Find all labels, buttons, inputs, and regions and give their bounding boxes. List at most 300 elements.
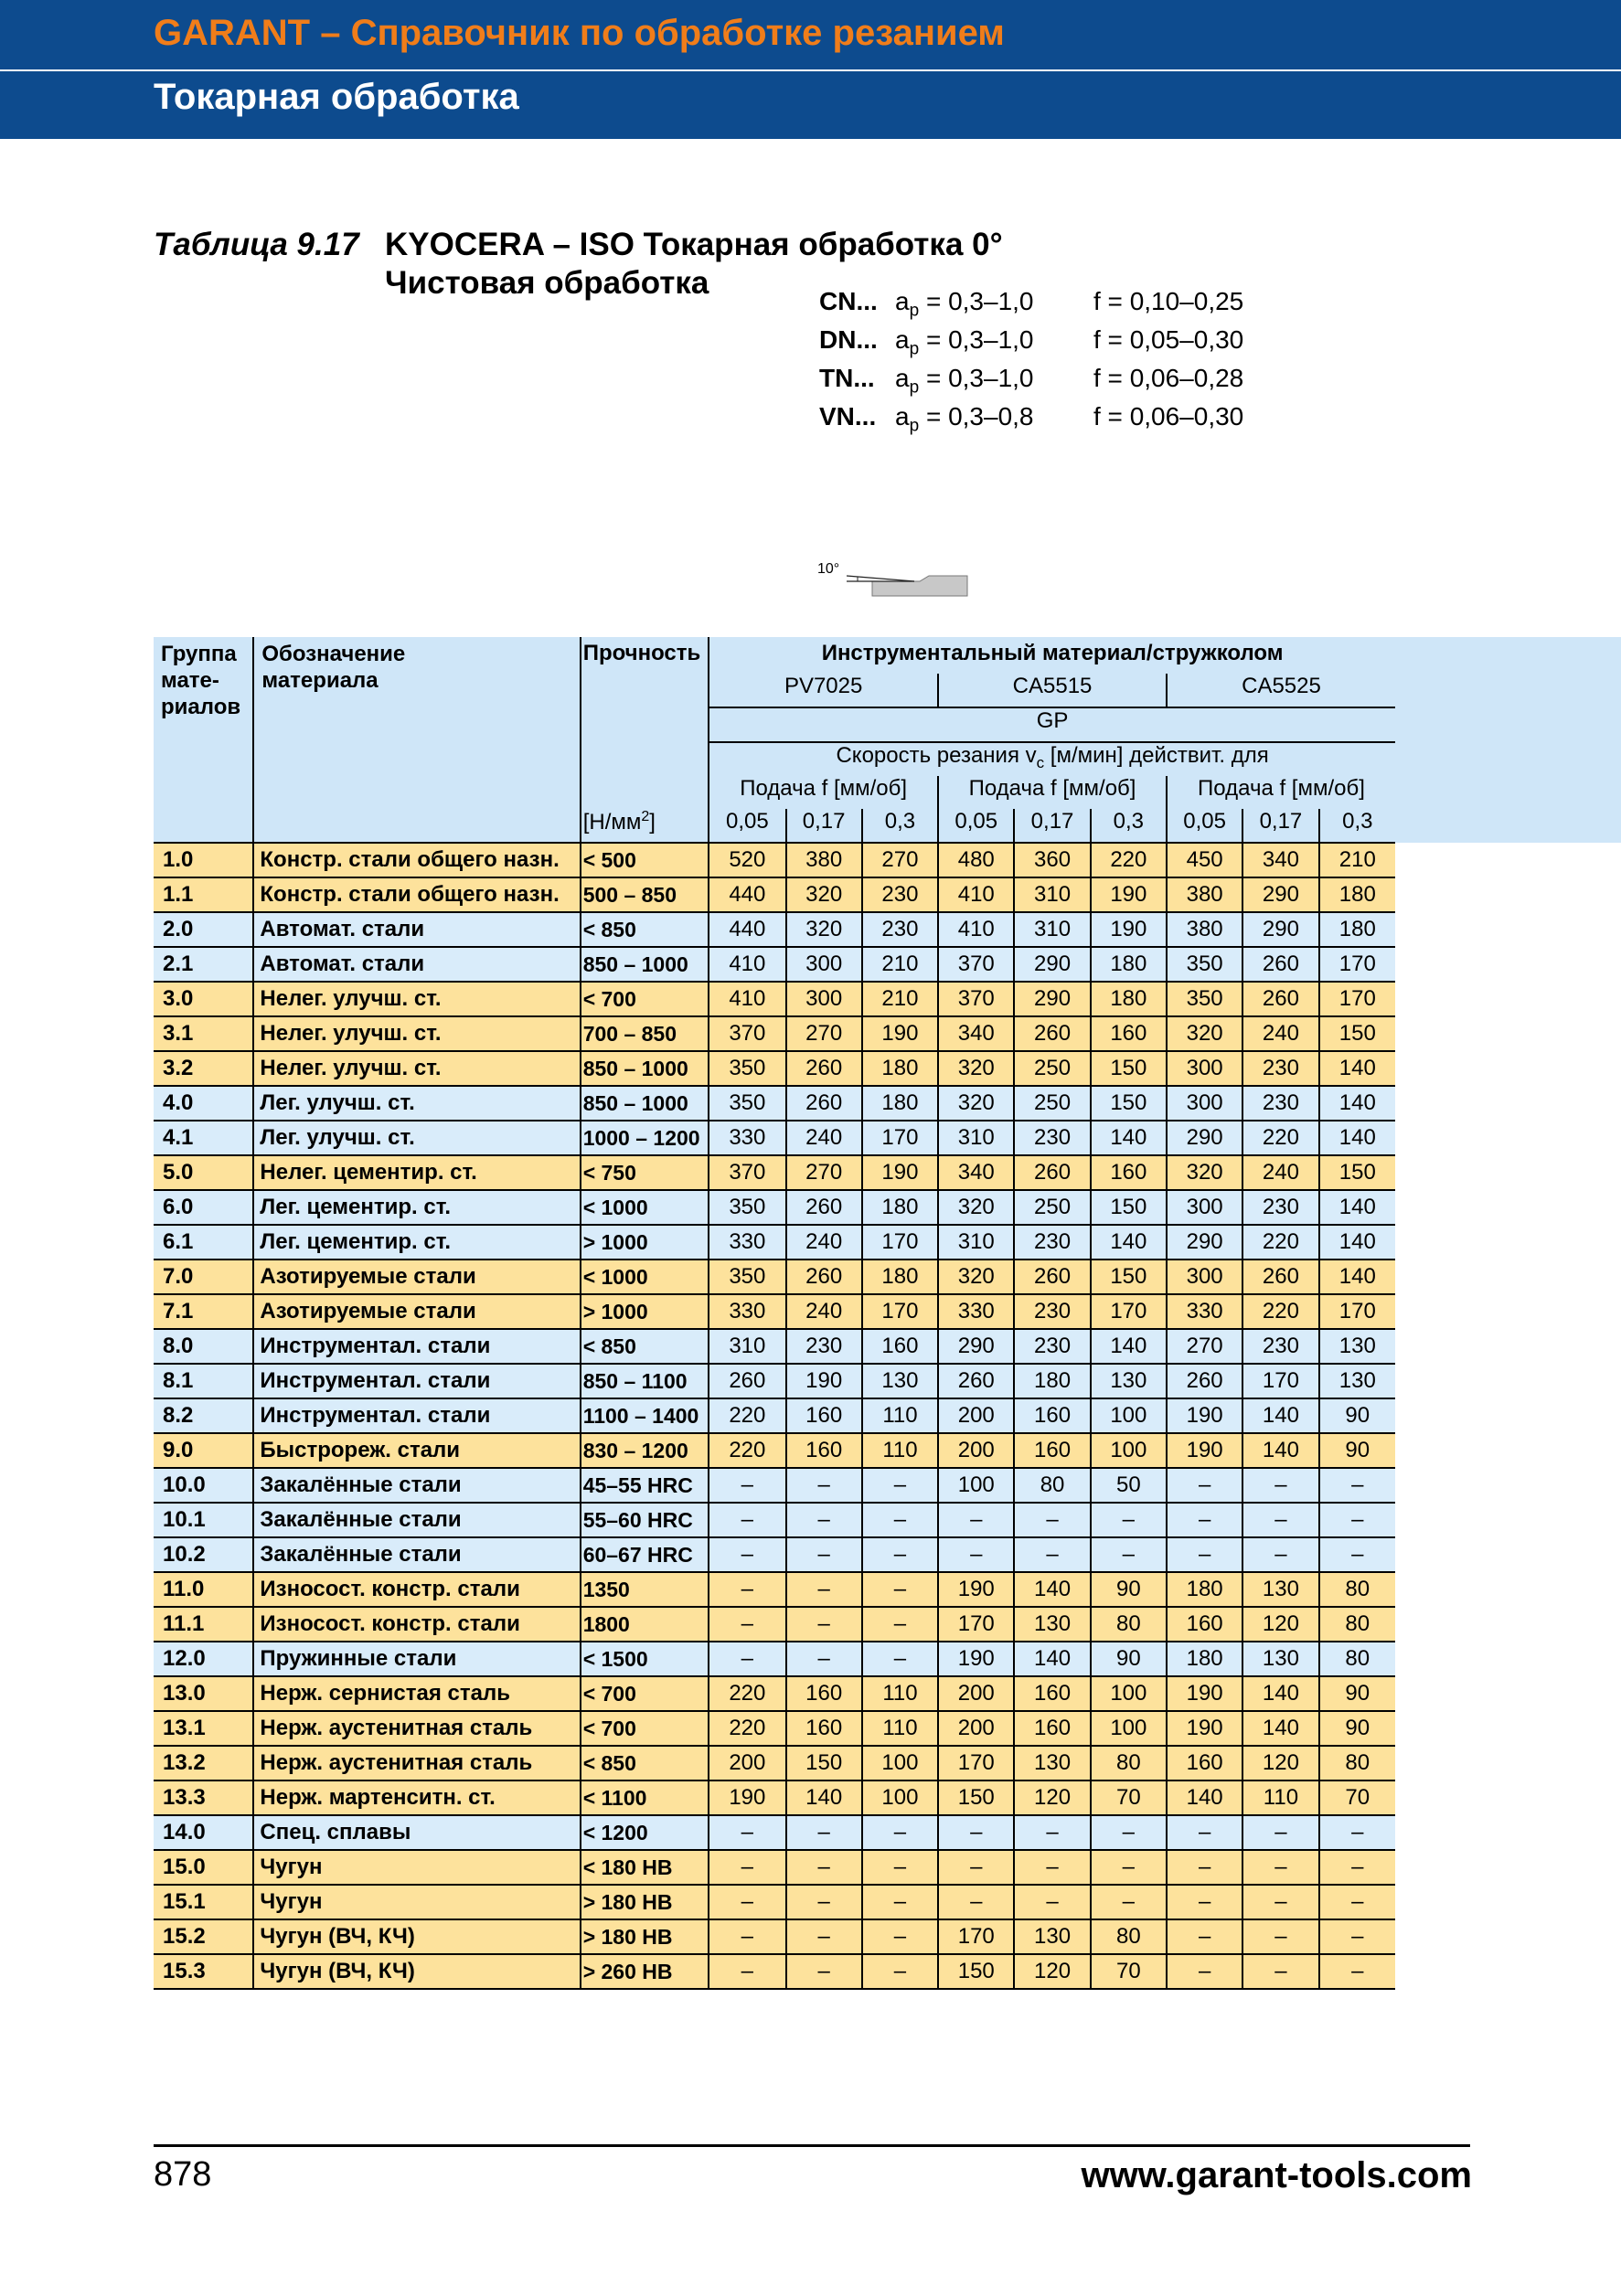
cutting-speed-value: 150 [786,1746,862,1780]
table-row [154,1572,1621,1607]
strength-unit-end: ] [649,810,656,834]
material-group: 10.0 [154,1468,253,1503]
cutting-speed-value: – [709,1919,785,1954]
cutting-speed-value: 220 [1242,1294,1318,1329]
table-row [154,1051,1621,1086]
cutting-speed-value: – [786,1919,862,1954]
table-row [154,1364,1621,1398]
cutting-speed-value: 230 [1242,1051,1318,1086]
cutting-speed-value: – [1091,1503,1167,1537]
row-filler [1395,1329,1621,1364]
param-ap-value: = 0,3–0,8 [925,402,1034,430]
cutting-speed-value: – [1014,1850,1090,1885]
cutting-speed-value: 100 [938,1468,1014,1503]
cutting-speed-value: – [1242,1919,1318,1954]
material-strength: < 500 [581,843,709,877]
material-group: 3.2 [154,1051,253,1086]
cutting-speed-value: – [1319,1885,1395,1919]
insert-angle-label: 10° [817,561,840,577]
cutting-speed-value: 370 [709,1016,785,1051]
cutting-speed-value: 370 [938,982,1014,1016]
cutting-speed-value: – [1242,1537,1318,1572]
cutting-speed-value: 160 [786,1676,862,1711]
param-ap-value: = 0,3–1,0 [925,325,1034,354]
cutting-speed-value: 220 [709,1676,785,1711]
cutting-speed-value: – [709,1954,785,1989]
col-group-line: Группа [161,642,237,666]
feed-value: 0,3 [1091,809,1167,843]
material-group: 6.1 [154,1225,253,1260]
page-number: 878 [154,2155,212,2194]
cutting-speed-value: 380 [1167,877,1242,912]
material-group: 13.3 [154,1780,253,1815]
cutting-speed-value: 90 [1319,1676,1395,1711]
row-filler [1395,1016,1621,1051]
cutting-speed-value: 450 [1167,843,1242,877]
param-code: DN... [819,325,878,354]
cutting-speed-value: – [938,1885,1014,1919]
cutting-speed-value: 330 [709,1121,785,1155]
table-row [154,1885,1621,1919]
cutting-speed-value: – [709,1468,785,1503]
cutting-speed-value: 150 [1091,1051,1167,1086]
material-group: 12.0 [154,1642,253,1676]
material-group: 10.1 [154,1503,253,1537]
cutting-speed-value: 260 [1242,947,1318,982]
row-filler [1395,1919,1621,1954]
table-row [154,1503,1621,1537]
material-name: Инструментал. стали [253,1329,580,1364]
cutting-speed-value: 260 [709,1364,785,1398]
table-title [154,227,1003,263]
row-filler [1395,1607,1621,1642]
cutting-speed-value: 210 [1319,843,1395,877]
material-group: 2.0 [154,912,253,947]
row-filler [1395,1468,1621,1503]
cutting-speed-value: – [786,1954,862,1989]
insert-angle-diagram [805,548,969,603]
material-group: 3.1 [154,1016,253,1051]
cutting-speed-value: 190 [1091,912,1167,947]
cutting-speed-value: 230 [1242,1190,1318,1225]
table-row [154,1607,1621,1642]
material-name: Автомат. стали [253,912,580,947]
col-material-line: Обозначение [261,642,406,666]
cutting-speed-value: 340 [938,1155,1014,1190]
material-strength: < 850 [581,912,709,947]
cutting-speed-value: 270 [786,1016,862,1051]
row-filler [1395,1433,1621,1468]
row-filler [1395,1746,1621,1780]
material-name: Износост. констр. стали [253,1607,580,1642]
material-strength: 1800 [581,1607,709,1642]
cutting-speed-value: – [1167,1954,1242,1989]
material-group: 8.1 [154,1364,253,1398]
cutting-speed-value: 300 [1167,1190,1242,1225]
ap-sub: p [909,377,920,398]
ap-sub: p [909,301,920,321]
cutting-speed-value: – [709,1885,785,1919]
material-name: Спец. сплавы [253,1815,580,1850]
table-row [154,1433,1621,1468]
header-divider [0,69,1621,71]
cutting-speed-value: 140 [1319,1225,1395,1260]
cutting-speed-value: 70 [1319,1780,1395,1815]
cutting-speed-value: 180 [1014,1364,1090,1398]
cutting-speed-value: 170 [1242,1364,1318,1398]
cutting-speed-value: 100 [862,1746,938,1780]
cutting-speed-value: 80 [1319,1642,1395,1676]
cutting-speed-value: 210 [862,947,938,982]
param-feed: f = 0,06–0,30 [1093,402,1244,430]
material-name: Констр. стали общего назн. [253,877,580,912]
cutting-speed-value: – [1014,1885,1090,1919]
cutting-speed-value: – [862,1642,938,1676]
table-row [154,1190,1621,1225]
table-row [154,1329,1621,1364]
row-filler [1395,912,1621,947]
row-filler [1395,1537,1621,1572]
speed-header [709,742,1395,776]
material-name: Лег. улучш. ст. [253,1121,580,1155]
cutting-speed-value: 290 [1014,982,1090,1016]
cutting-speed-value: 90 [1091,1572,1167,1607]
material-strength: < 1000 [581,1190,709,1225]
cutting-speed-value: 310 [709,1329,785,1364]
cutting-speed-value: – [1242,1468,1318,1503]
row-filler [1395,1676,1621,1711]
cutting-speed-value: 70 [1091,1780,1167,1815]
cutting-speed-value: 330 [938,1294,1014,1329]
material-strength: 1100 – 1400 [581,1398,709,1433]
strength-unit-sup: 2 [641,809,650,824]
material-group: 5.0 [154,1155,253,1190]
table-row [154,1711,1621,1746]
feed-value: 0,17 [1014,809,1090,843]
row-filler [1395,1885,1621,1919]
material-group: 4.0 [154,1086,253,1121]
material-strength: < 180 HB [581,1850,709,1885]
cutting-speed-value: – [862,1815,938,1850]
cutting-speed-value: 130 [1091,1364,1167,1398]
cutting-speed-value: 210 [862,982,938,1016]
cutting-speed-value: 330 [709,1225,785,1260]
cutting-speed-value: 120 [1014,1954,1090,1989]
material-strength: > 180 HB [581,1919,709,1954]
cutting-speed-value: 320 [1167,1155,1242,1190]
cutting-speed-value: 310 [938,1121,1014,1155]
cutting-speed-value: 140 [1091,1121,1167,1155]
material-name: Чугун (ВЧ, КЧ) [253,1954,580,1989]
cutting-speed-value: 80 [1091,1919,1167,1954]
material-strength: < 1100 [581,1780,709,1815]
cutting-speed-value: 410 [709,982,785,1016]
table-row [154,1537,1621,1572]
ap-symbol: a [895,364,910,392]
cutting-speed-value: 150 [1091,1086,1167,1121]
cutting-speed-value: 140 [1242,1433,1318,1468]
cutting-speed-value: 320 [938,1260,1014,1294]
cutting-speed-value: 150 [938,1780,1014,1815]
cutting-speed-value: – [1167,1503,1242,1537]
param-ap-value: = 0,3–1,0 [925,364,1034,392]
material-strength: < 700 [581,1711,709,1746]
grade-ca5515: CA5515 [938,674,1167,707]
cutting-speed-value: 250 [1014,1051,1090,1086]
cutting-speed-value: 320 [786,877,862,912]
cutting-speed-value: 240 [786,1294,862,1329]
cutting-speed-value: 90 [1319,1711,1395,1746]
row-filler [1395,1815,1621,1850]
cutting-speed-value: 370 [938,947,1014,982]
material-group: 7.1 [154,1294,253,1329]
cutting-speed-value: – [1167,1885,1242,1919]
cutting-speed-value: 160 [1014,1398,1090,1433]
cutting-speed-value: 200 [938,1676,1014,1711]
table-row [154,1954,1621,1989]
cutting-speed-value: 360 [1014,843,1090,877]
material-strength: 700 – 850 [581,1016,709,1051]
cutting-speed-value: 300 [1167,1086,1242,1121]
material-name: Чугун (ВЧ, КЧ) [253,1919,580,1954]
cutting-speed-value: – [786,1885,862,1919]
cutting-speed-value: – [862,1503,938,1537]
row-filler [1395,1190,1621,1225]
col-group-line: риалов [161,695,241,719]
cutting-speed-value: 140 [786,1780,862,1815]
cutting-speed-value: 260 [1014,1260,1090,1294]
cutting-speed-value: 110 [862,1398,938,1433]
material-group: 15.2 [154,1919,253,1954]
material-group: 8.0 [154,1329,253,1364]
material-name: Азотируемые стали [253,1260,580,1294]
cutting-speed-value: 100 [862,1780,938,1815]
cutting-speed-value: – [938,1503,1014,1537]
cutting-speed-value: 80 [1014,1468,1090,1503]
cutting-speed-value: 320 [938,1086,1014,1121]
row-filler [1395,947,1621,982]
table-row [154,1016,1621,1051]
material-strength: 850 – 1100 [581,1364,709,1398]
cutting-speed-value: 120 [1014,1780,1090,1815]
cutting-speed-value: 180 [862,1051,938,1086]
material-strength: 500 – 850 [581,877,709,912]
material-group: 14.0 [154,1815,253,1850]
table-number: Таблица 9.17 [154,227,359,262]
cutting-speed-value: 290 [1242,877,1318,912]
material-group: 3.0 [154,982,253,1016]
col-group-line: мате- [161,668,219,693]
cutting-speed-value: 320 [1167,1016,1242,1051]
cutting-speed-value: 240 [786,1121,862,1155]
cutting-speed-value: 380 [786,843,862,877]
cutting-speed-value: 180 [1167,1642,1242,1676]
table-head [154,637,1621,843]
cutting-speed-value: 160 [1014,1676,1090,1711]
cutting-speed-value: 190 [862,1155,938,1190]
cutting-speed-value: 160 [786,1433,862,1468]
cutting-speed-value: 300 [1167,1260,1242,1294]
cutting-speed-value: 180 [862,1260,938,1294]
col-material-header [253,637,580,843]
cutting-speed-value: 160 [786,1398,862,1433]
cutting-speed-value: 140 [1167,1780,1242,1815]
material-name: Пружинные стали [253,1642,580,1676]
table-row [154,982,1621,1016]
cutting-speed-value: – [786,1850,862,1885]
cutting-speed-value: 370 [709,1155,785,1190]
cutting-speed-value: 220 [1242,1225,1318,1260]
row-filler [1395,1155,1621,1190]
row-filler [1395,1572,1621,1607]
col-group-header [154,637,253,843]
cutting-speed-value: – [786,1503,862,1537]
table-row [154,1780,1621,1815]
cutting-speed-value: 130 [1014,1919,1090,1954]
material-strength: < 1200 [581,1815,709,1850]
cutting-speed-value: 240 [1242,1016,1318,1051]
table-row [154,843,1621,877]
feed-value: 0,05 [709,809,785,843]
cutting-speed-value: – [1242,1815,1318,1850]
cutting-speed-value: 140 [1319,1051,1395,1086]
feed-value: 0,17 [1242,809,1318,843]
cutting-speed-value: 230 [862,912,938,947]
cutting-speed-value: 170 [862,1225,938,1260]
cutting-speed-value: 290 [1242,912,1318,947]
material-name: Нерж. аустенитная сталь [253,1746,580,1780]
material-group: 11.0 [154,1572,253,1607]
material-name: Чугун [253,1885,580,1919]
cutting-speed-value: 80 [1091,1607,1167,1642]
cutting-speed-value: – [938,1537,1014,1572]
material-group: 6.0 [154,1190,253,1225]
cutting-speed-value: – [709,1607,785,1642]
cutting-speed-value: 220 [1242,1121,1318,1155]
cutting-speed-value: 320 [938,1190,1014,1225]
cutting-speed-value: – [1242,1850,1318,1885]
feed-header: Подача f [мм/об] [709,776,938,809]
row-filler [1395,1364,1621,1398]
cutting-speed-value: 140 [1014,1572,1090,1607]
table-row [154,1850,1621,1885]
cutting-speed-value: 260 [1014,1016,1090,1051]
cutting-speed-value: – [1167,1815,1242,1850]
cutting-speed-value: 200 [709,1746,785,1780]
cutting-speed-value: 80 [1319,1607,1395,1642]
cutting-speed-value: 350 [709,1051,785,1086]
cutting-speed-value: 130 [1242,1572,1318,1607]
cutting-speed-value: 170 [1091,1294,1167,1329]
strength-unit [581,809,709,843]
cutting-speed-value: 190 [1167,1433,1242,1468]
cutting-speed-value: 180 [1319,912,1395,947]
cutting-speed-value: 130 [1014,1746,1090,1780]
cutting-speed-value: 170 [1319,947,1395,982]
material-strength: 850 – 1000 [581,1086,709,1121]
cutting-speed-value: – [786,1537,862,1572]
param-ap [895,364,1034,399]
material-name: Нелег. улучш. ст. [253,1016,580,1051]
cutting-speed-value: 350 [1167,982,1242,1016]
footer-website: www.garant-tools.com [1081,2155,1472,2195]
cutting-speed-value: 170 [938,1919,1014,1954]
cutting-speed-value: 440 [709,877,785,912]
material-name: Автомат. стали [253,947,580,982]
cutting-data-table [154,637,1621,1990]
table-row [154,877,1621,912]
row-filler [1395,843,1621,877]
cutting-speed-value: – [786,1642,862,1676]
cutting-speed-value: 140 [1319,1260,1395,1294]
cutting-speed-value: 520 [709,843,785,877]
material-strength: > 260 HB [581,1954,709,1989]
cutting-speed-value: – [709,1815,785,1850]
cutting-speed-value: 100 [1091,1676,1167,1711]
row-filler [1395,1780,1621,1815]
cutting-speed-value: 190 [1167,1398,1242,1433]
row-filler [1395,877,1621,912]
material-group: 15.3 [154,1954,253,1989]
material-name: Инструментал. стали [253,1398,580,1433]
cutting-speed-value: 350 [709,1086,785,1121]
param-ap [895,287,1034,322]
material-group: 15.0 [154,1850,253,1885]
material-group: 11.1 [154,1607,253,1642]
cutting-speed-value: 110 [1242,1780,1318,1815]
cutting-speed-value: 160 [1014,1433,1090,1468]
material-group: 8.2 [154,1398,253,1433]
cutting-speed-value: – [1319,1815,1395,1850]
cutting-speed-value: – [709,1503,785,1537]
cutting-speed-value: 330 [709,1294,785,1329]
cutting-speed-value: 260 [1014,1155,1090,1190]
material-strength: < 750 [581,1155,709,1190]
cutting-speed-value: – [786,1607,862,1642]
speed-label-end: [м/мин] действит. для [1044,743,1269,768]
row-filler [1395,1121,1621,1155]
table-title-line2: Чистовая обработка [385,265,709,301]
table-row [154,912,1621,947]
material-name: Лег. цементир. ст. [253,1225,580,1260]
material-group: 2.1 [154,947,253,982]
tool-material-header: Инструментальный материал/стружколом [709,637,1395,674]
cutting-speed-value: 260 [786,1190,862,1225]
cutting-speed-value: 240 [786,1225,862,1260]
ap-symbol: a [895,402,910,430]
cutting-speed-value: 230 [1014,1329,1090,1364]
cutting-speed-value: 80 [1319,1746,1395,1780]
cutting-speed-value: 260 [1242,1260,1318,1294]
speed-label: Скорость резания v [836,743,1037,768]
param-feed: f = 0,05–0,30 [1093,325,1244,354]
material-group: 1.0 [154,843,253,877]
cutting-speed-value: 260 [786,1260,862,1294]
material-name: Закалённые стали [253,1468,580,1503]
cutting-speed-value: 130 [1319,1329,1395,1364]
material-name: Быстрореж. стали [253,1433,580,1468]
cutting-speed-value: – [1014,1815,1090,1850]
cutting-speed-value: 140 [1091,1329,1167,1364]
cutting-speed-value: 190 [786,1364,862,1398]
row-filler [1395,1225,1621,1260]
param-code: VN... [819,402,877,430]
table-row [154,1294,1621,1329]
material-strength: 55–60 HRC [581,1503,709,1537]
speed-sub: c [1036,753,1045,771]
cutting-speed-value: 140 [1319,1086,1395,1121]
row-filler [1395,1398,1621,1433]
